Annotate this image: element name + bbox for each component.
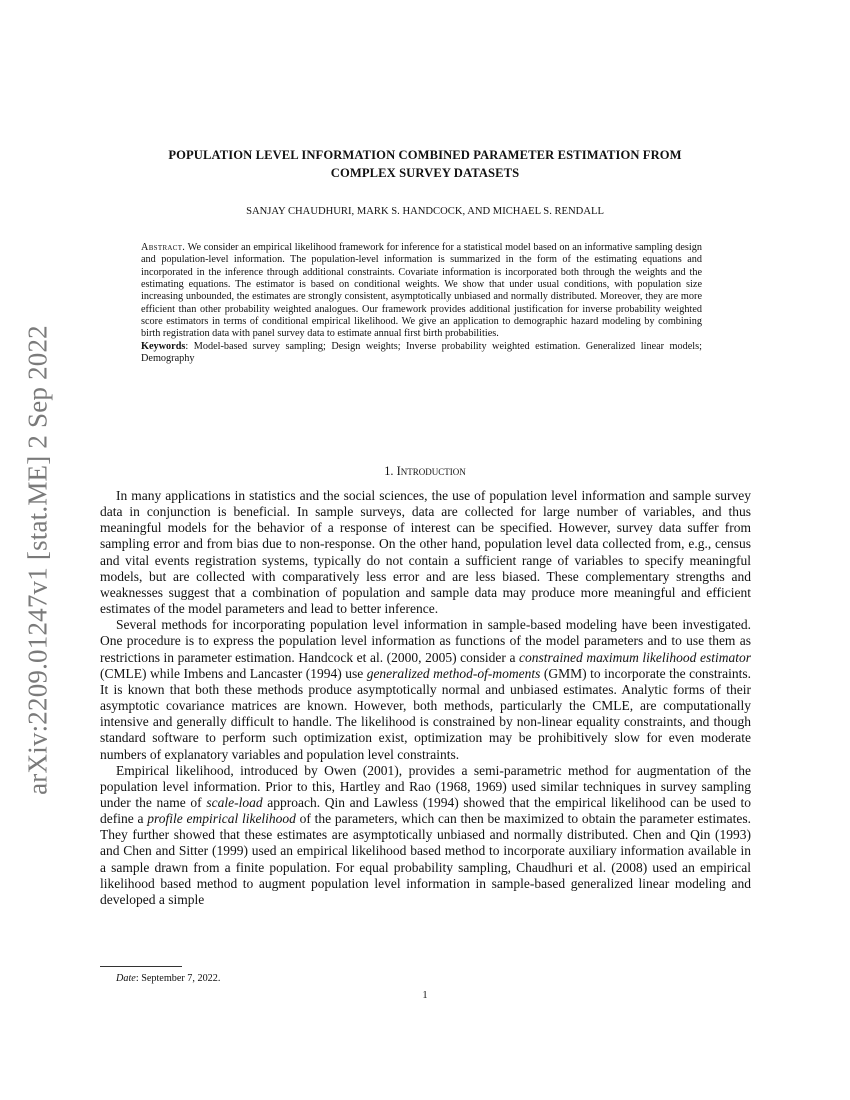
abstract-text: We consider an empirical likelihood framework for inference for a statistical model based on an informative sampling design and population-level information. The population-level information is summarized in the form of the estimating equations and incorporated in the inference through additional constraints. Covariate information is incorporated both through the weights and the estimating equations. The estimator is based on conditional weights. We show that under usual conditions, with population size increasing unbounded, the estimates are strongly consistent, asymptotically unbiased and normally distributed. Moreover, they are more efficient than other probability weighted analogues. Our framework provides additional justification for inverse probability weighted score estimators in terms of conditional empirical likelihood. We give an application to demographic hazard modeling by combining birth registration data with panel survey data to estimate annual first birth probabilities. bbox=[141, 242, 702, 340]
p3-text-a: Empirical likelihood, introduced by Owen (2001), provides a semi-parametric method for augmentation of the population level information. Prior to this, Hartley and Rao (1968, 1969) used similar techniques in survey sampling under the name of bbox=[100, 762, 751, 810]
keywords-label: Keywords bbox=[141, 340, 186, 352]
title-line-2: COMPLEX SURVEY DATASETS bbox=[330, 166, 520, 180]
footnote-text: : September 7, 2022. bbox=[135, 973, 221, 984]
keywords bbox=[141, 341, 702, 366]
p3-text-b: approach. Qin and Lawless (1994) showed that the empirical likelihood can be used to define a bbox=[100, 794, 751, 827]
p3-text-c: of the parameters, which can then be maximized to obtain the parameter estimates. They further showed that these estimates are asymptotically unbiased and normally distributed. Chen and Qin (1993) and Chen and Sitter (1999) used an empirical likelihood based method to incorporate auxiliary information available in a sample drawn from a finite population. For equal probability sampling, Chaudhuri et al. (2008) used an empirical likelihood based method to augment population level information in sample-based generalized linear modeling and developed a simple bbox=[100, 811, 751, 907]
paragraph-3 bbox=[100, 763, 751, 908]
arxiv-identifier: arXiv:2209.01247v1 [stat.ME] 2 Sep 2022 bbox=[22, 325, 53, 795]
footnote-rule bbox=[100, 966, 182, 967]
footnote-date bbox=[116, 973, 220, 984]
section-number: 1. bbox=[384, 464, 394, 478]
abstract-label: Abstract. bbox=[141, 242, 186, 253]
abstract-body bbox=[141, 242, 702, 341]
footnote-label: Date bbox=[116, 973, 136, 984]
paper-title bbox=[100, 146, 750, 182]
section-heading bbox=[100, 464, 750, 479]
section-title: Introduction bbox=[396, 464, 466, 478]
gmm-term: generalized method-of-moments bbox=[366, 665, 541, 681]
body-text bbox=[100, 488, 751, 908]
p2-text-a: Several methods for incorporating population level information in sample-based modeling have been investigated. One procedure is to express the population level information as functions of the model parameters and to use them as restrictions in parameter estimation. Handcock et al. (2000, 2005) consider a bbox=[100, 617, 751, 665]
abstract bbox=[141, 242, 702, 365]
profile-el-term: profile empirical likelihood bbox=[147, 811, 296, 827]
title-line-1: POPULATION LEVEL INFORMATION COMBINED PARAMETER ESTIMATION FROM bbox=[168, 148, 682, 162]
paragraph-1: In many applications in statistics and the social sciences, the use of population level information and sample survey data in conjunction is beneficial. In sample surveys, data are collected for large number of variables, and thus meaningful models for the behavior of a response of interest can be specified. However, survey data suffer from sampling error and from bias due to non-response. On the other hand, population level data collected from, e.g., census and vital events registration systems, typically do not contain a sufficient range of variables to specify meaningful models, but are collected with comparatively less error and are less biased. These complementary strengths and weaknesses suggest that a combination of population and sample data may produce more meaningful and efficient estimates of the model parameters and lead to better inference. bbox=[100, 488, 751, 617]
p2-text-c: (GMM) to incorporate the constraints. It is known that both these methods produce asymptotically normal and unbiased estimates. Analytic forms of their asymptotic covariance matrices are known. However, both methods, particularly the CMLE, are computationally intensive and generally difficult to handle. The likelihood is constrained by non-linear equality constraints, and though standard software to perform such optimization exist, optimization may be prohibitively slow for even moderate numbers of explanatory variables and population level constraints. bbox=[100, 665, 751, 762]
author-list: SANJAY CHAUDHURI, MARK S. HANDCOCK, AND MICHAEL S. RENDALL bbox=[246, 206, 604, 217]
page-number: 1 bbox=[422, 990, 428, 1001]
scale-load-term: scale-load bbox=[206, 794, 263, 810]
paragraph-2 bbox=[100, 617, 751, 762]
keywords-text: : Model-based survey sampling; Design weights; Inverse probability weighted estimation. Generalized linear models; Demography bbox=[141, 340, 702, 365]
cmle-term: constrained maximum likelihood estimator bbox=[519, 649, 751, 665]
p2-text-b: (CMLE) while Imbens and Lancaster (1994) use bbox=[100, 665, 367, 681]
arxiv-identifier-margin bbox=[0, 0, 72, 1100]
